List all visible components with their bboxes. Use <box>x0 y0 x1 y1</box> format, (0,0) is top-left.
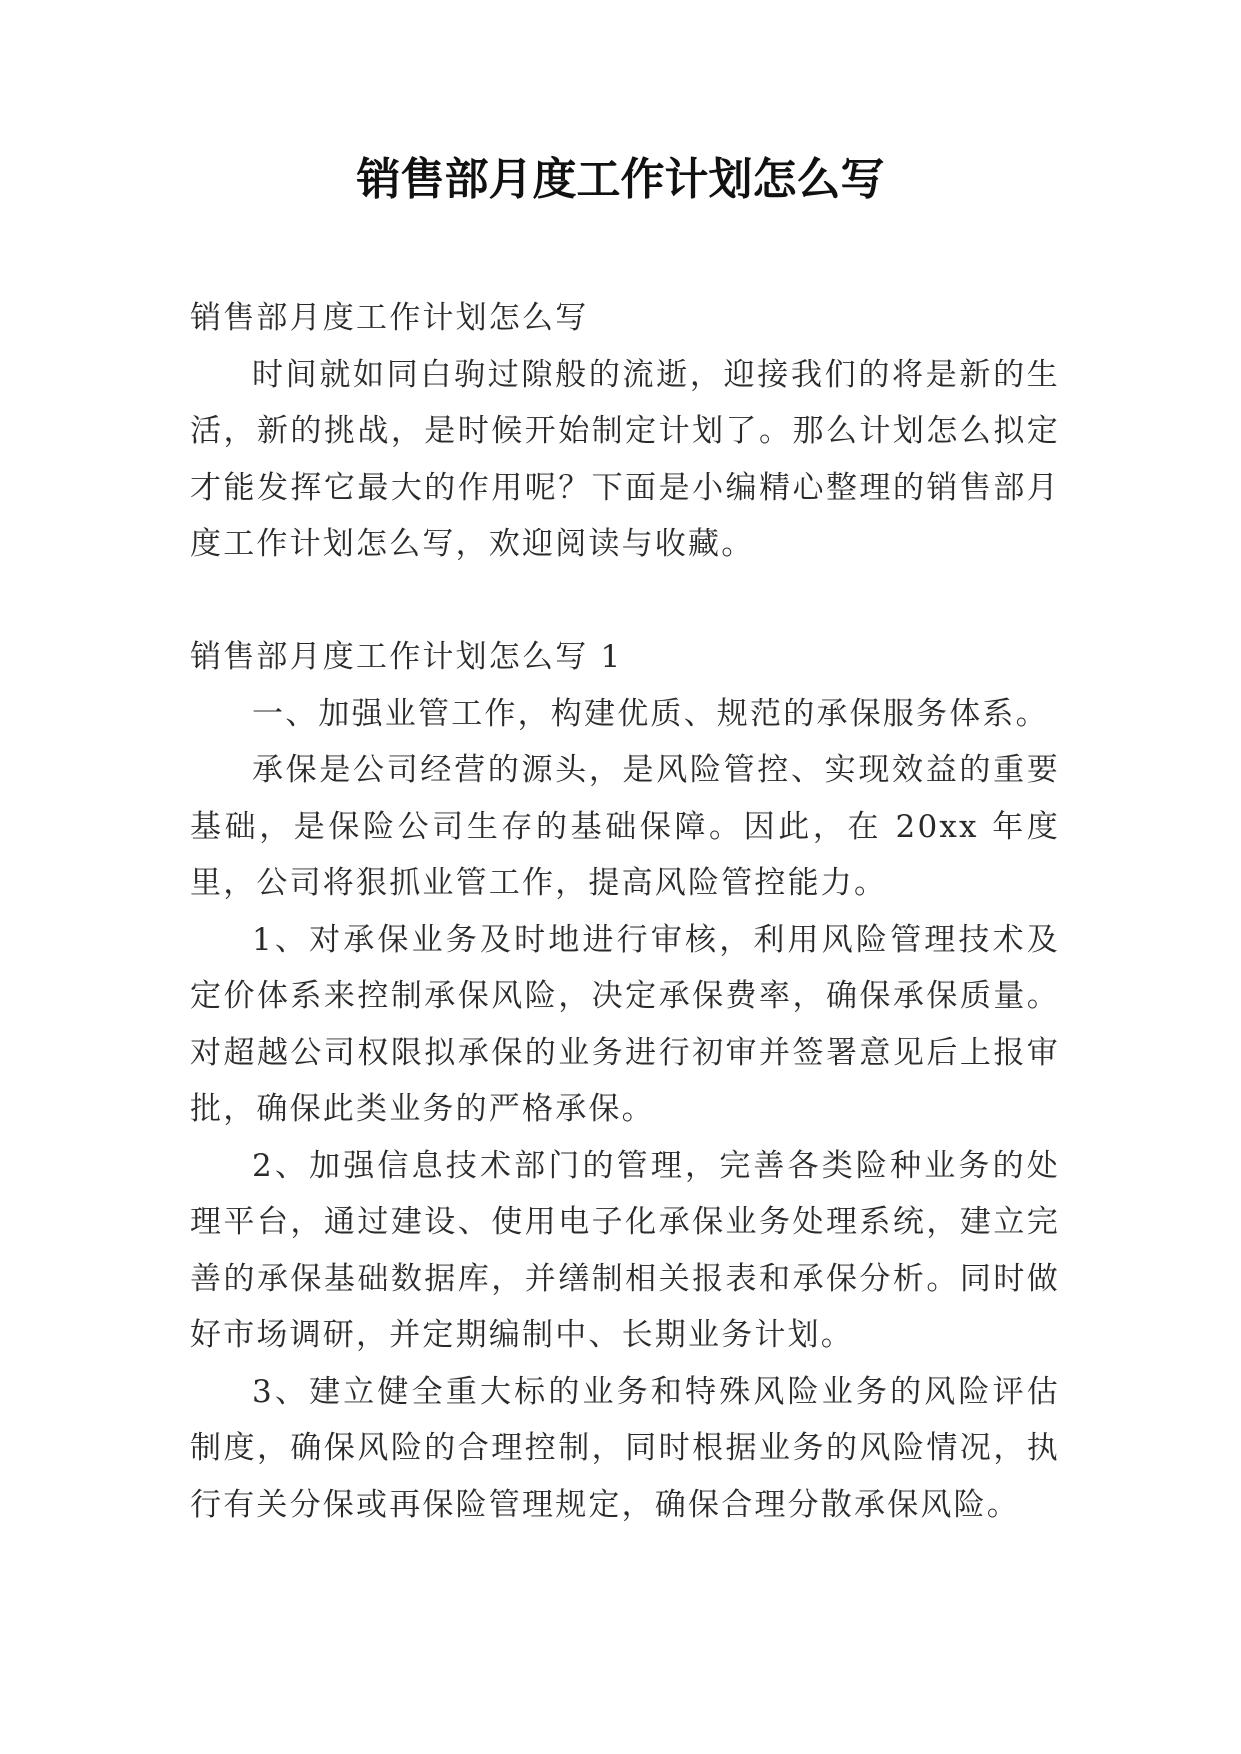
list-item-1: 1、对承保业务及时地进行审核，利用风险管理技术及定价体系来控制承保风险，决定承保费率，确保承保质量。对超越公司权限拟承保的业务进行初审并签署意见后上报审批，确保此类业务的严格承保。 <box>190 921 1060 1127</box>
intro-paragraph: 时间就如同白驹过隙般的流逝，迎接我们的将是新的生活，新的挑战，是时候开始制定计划了。那么计划怎么拟定才能发挥它最大的作用呢？下面是小编精心整理的销售部月度工作计划怎么写，欢迎阅读与收藏。 <box>190 356 1060 562</box>
paragraph-gap <box>190 573 1060 630</box>
section-heading: 销售部月度工作计划怎么写 1 <box>190 639 623 675</box>
body-paragraph: 承保是公司经营的源头，是风险管控、实现效益的重要基础，是保险公司生存的基础保障。因此，在 20xx 年度里，公司将狠抓业管工作，提高风险管控能力。 <box>190 752 1060 901</box>
point-heading: 一、加强业管工作，构建优质、规范的承保服务体系。 <box>252 695 1049 732</box>
document-title: 销售部月度工作计划怎么写 <box>356 154 885 205</box>
subtitle-line: 销售部月度工作计划怎么写 <box>190 300 589 336</box>
list-item-2: 2、加强信息技术部门的管理，完善各类险种业务的处理平台，通过建设、使用电子化承保业务处理系统，建立完善的承保基础数据库，并缮制相关报表和承保分析。同时做好市场调研，并定期编制中、长期业务计划。 <box>190 1147 1060 1353</box>
document-body <box>190 290 1060 1533</box>
list-item-3: 3、建立健全重大标的业务和特殊风险业务的风险评估制度，确保风险的合理控制，同时根据业务的风险情况，执行有关分保或再保险管理规定，确保合理分散承保风险。 <box>190 1373 1060 1523</box>
